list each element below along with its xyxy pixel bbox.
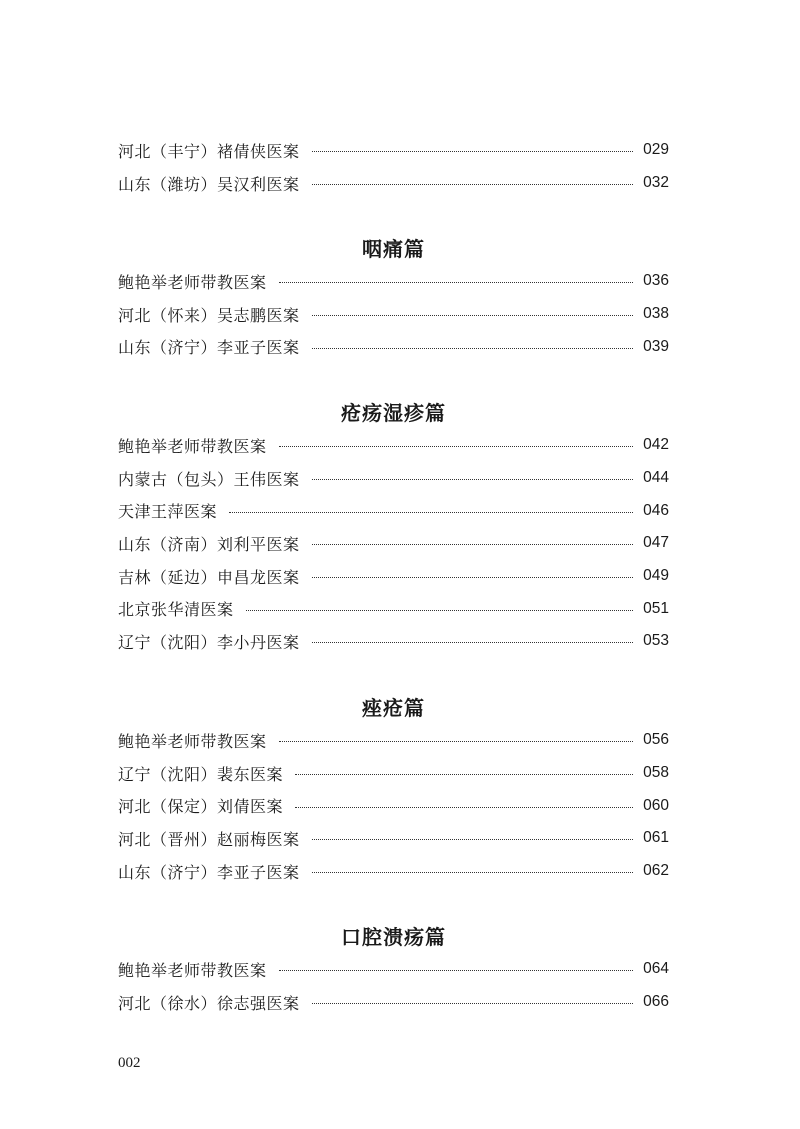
toc-entry-page: 046 <box>643 501 669 519</box>
toc-entry-page: 056 <box>643 731 669 749</box>
toc-section <box>118 233 669 363</box>
toc-entry-page: 049 <box>643 567 669 585</box>
toc-entry-title: 北京张华清医案 <box>118 600 234 620</box>
toc-entry-page: 060 <box>643 796 669 814</box>
toc-entry-page: 053 <box>643 632 669 650</box>
toc-entry[interactable] <box>118 330 669 363</box>
leader-dots <box>312 314 634 316</box>
toc-entry-title: 天津王萍医案 <box>118 502 218 522</box>
toc-entry[interactable] <box>118 953 669 986</box>
toc-entry[interactable] <box>118 625 669 658</box>
toc-entry-title: 吉林（延边）申昌龙医案 <box>118 567 300 587</box>
toc-entry-page: 062 <box>643 862 669 880</box>
leader-dots <box>279 445 634 447</box>
toc-entry-page: 058 <box>643 764 669 782</box>
toc-entry[interactable] <box>118 855 669 888</box>
toc-entry-title: 山东（潍坊）吴汉利医案 <box>118 174 300 194</box>
toc-entry-title: 鲍艳举老师带教医案 <box>118 731 267 751</box>
toc-entry-title: 河北（怀来）吴志鹏医案 <box>118 305 300 325</box>
toc-entry[interactable] <box>118 592 669 625</box>
toc-entry-title: 鲍艳举老师带教医案 <box>118 272 267 292</box>
toc-entry[interactable] <box>118 265 669 298</box>
leader-dots <box>312 871 634 873</box>
leader-dots <box>312 1002 634 1004</box>
toc-entry-page: 029 <box>643 141 669 159</box>
section-title: 痤疮篇 <box>362 696 425 720</box>
toc-entry-page: 047 <box>643 534 669 552</box>
toc-entry-title: 辽宁（沈阳）李小丹医案 <box>118 632 300 652</box>
toc-entry-title: 山东（济宁）李亚子医案 <box>118 338 300 358</box>
toc-entry-page: 044 <box>643 469 669 487</box>
toc-section <box>118 692 669 887</box>
toc-entry-title: 内蒙古（包头）王伟医案 <box>118 469 300 489</box>
leader-dots <box>312 183 634 185</box>
page-number: 002 <box>118 1055 141 1071</box>
leader-dots <box>312 543 634 545</box>
leader-dots <box>295 773 633 775</box>
toc-entry-title: 河北（保定）刘倩医案 <box>118 797 284 817</box>
section-title: 咽痛篇 <box>362 237 425 261</box>
toc-entry[interactable] <box>118 462 669 495</box>
leader-dots <box>295 806 633 808</box>
leader-dots <box>312 576 634 578</box>
toc-entry-page: 061 <box>643 829 669 847</box>
toc-entry[interactable] <box>118 298 669 331</box>
toc-entry[interactable] <box>118 429 669 462</box>
toc-entry[interactable] <box>118 724 669 757</box>
toc-section <box>118 397 669 658</box>
toc-entry[interactable] <box>118 822 669 855</box>
toc-entry-title: 鲍艳举老师带教医案 <box>118 436 267 456</box>
toc-entry[interactable] <box>118 494 669 527</box>
toc-entry-page: 051 <box>643 599 669 617</box>
toc-entry-title: 山东（济宁）李亚子医案 <box>118 862 300 882</box>
toc-entry[interactable] <box>118 789 669 822</box>
toc-entry-page: 036 <box>643 272 669 290</box>
toc-entry[interactable] <box>118 757 669 790</box>
toc-section <box>118 921 669 1018</box>
leader-dots <box>279 281 634 283</box>
leader-dots <box>312 838 634 840</box>
toc-entry-title: 山东（济南）刘利平医案 <box>118 534 300 554</box>
leader-dots <box>312 478 634 480</box>
leader-dots <box>279 740 634 742</box>
toc-entry[interactable] <box>118 134 669 167</box>
section-title: 口腔溃疡篇 <box>341 925 446 949</box>
toc-entry-title: 河北（徐水）徐志强医案 <box>118 993 300 1013</box>
toc-entry[interactable] <box>118 167 669 200</box>
toc-entry-page: 066 <box>643 993 669 1011</box>
section-title: 疮疡湿疹篇 <box>341 401 446 425</box>
leader-dots <box>229 511 633 513</box>
toc-entry[interactable] <box>118 986 669 1019</box>
leader-dots <box>312 641 634 643</box>
toc-entry-title: 河北（丰宁）褚倩侠医案 <box>118 141 300 161</box>
toc-entry-page: 039 <box>643 337 669 355</box>
toc-entry[interactable] <box>118 527 669 560</box>
leader-dots <box>246 609 634 611</box>
toc-entry-page: 042 <box>643 436 669 454</box>
leader-dots <box>279 969 634 971</box>
leader-dots <box>312 150 634 152</box>
toc-entry-title: 辽宁（沈阳）裴东医案 <box>118 764 284 784</box>
toc-entry-page: 064 <box>643 960 669 978</box>
toc-entry-title: 河北（晋州）赵丽梅医案 <box>118 829 300 849</box>
toc-entry-page: 032 <box>643 174 669 192</box>
toc-entry-page: 038 <box>643 305 669 323</box>
toc-entry[interactable] <box>118 560 669 593</box>
toc-section <box>118 134 669 199</box>
leader-dots <box>312 347 634 349</box>
toc-entry-title: 鲍艳举老师带教医案 <box>118 960 267 980</box>
